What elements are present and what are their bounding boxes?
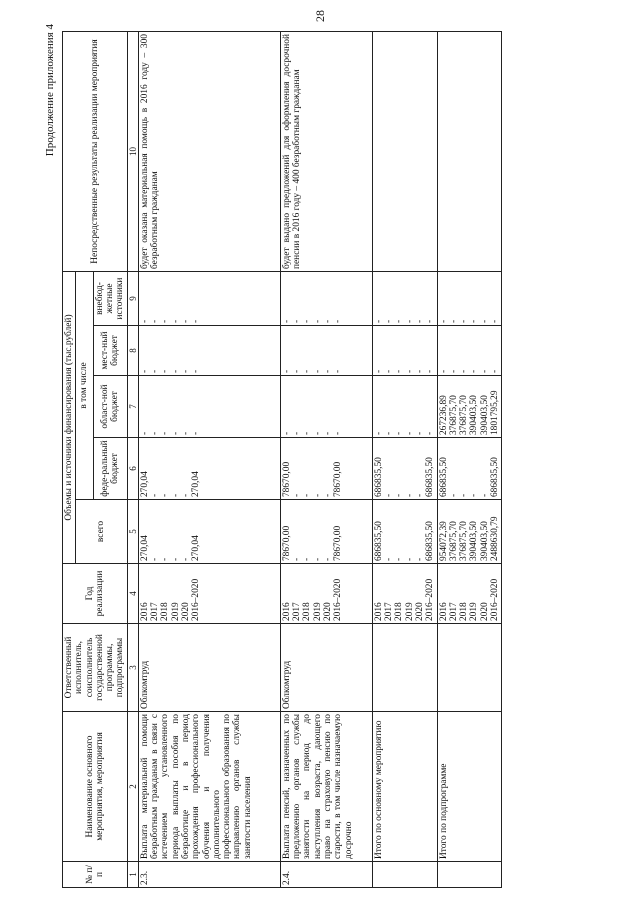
regional-list-value: - bbox=[373, 431, 384, 435]
extra-list-value: - bbox=[490, 319, 501, 323]
local-list-value: - bbox=[139, 369, 150, 373]
header-no: № п/п bbox=[63, 862, 128, 888]
year-list-value: 2016–2020 bbox=[333, 578, 344, 621]
expected-result bbox=[372, 32, 437, 272]
federal-list-value: - bbox=[160, 493, 171, 497]
local-list bbox=[280, 326, 372, 376]
extra-list-value: - bbox=[191, 319, 202, 323]
total-list-value: 390403,50 bbox=[479, 521, 490, 561]
header-regional: област-ной бюджет bbox=[93, 376, 127, 438]
column-numbers-row bbox=[127, 32, 138, 888]
table-row bbox=[138, 32, 280, 888]
federal-list-value: 78670,00 bbox=[281, 461, 292, 497]
extra-list-value: - bbox=[322, 319, 333, 323]
local-list-value: - bbox=[404, 369, 415, 373]
responsible-executor bbox=[437, 624, 502, 712]
local-list-value: - bbox=[292, 369, 303, 373]
financing-table bbox=[62, 31, 502, 888]
federal-list-value: - bbox=[394, 493, 405, 497]
local-list-value: - bbox=[394, 369, 405, 373]
federal-list bbox=[280, 438, 372, 500]
extra-list bbox=[437, 272, 502, 326]
local-list-value: - bbox=[150, 369, 161, 373]
local-list-value: - bbox=[459, 369, 470, 373]
row-number bbox=[437, 862, 502, 888]
local-list-value: - bbox=[191, 369, 202, 373]
total-list-value: - bbox=[384, 557, 395, 561]
extra-list-value: - bbox=[469, 319, 480, 323]
year-list-value: 2019 bbox=[312, 602, 323, 621]
federal-list-value: 686835,50 bbox=[438, 457, 449, 497]
federal-list-value: 270,04 bbox=[139, 471, 150, 497]
regional-list-value: 1801795,29 bbox=[490, 390, 501, 435]
responsible-executor: Облкомтруд bbox=[280, 624, 372, 712]
year-list-value: 2018 bbox=[394, 602, 405, 621]
total-list-value: - bbox=[302, 557, 313, 561]
local-list-value: - bbox=[170, 369, 181, 373]
regional-list bbox=[280, 376, 372, 438]
year-list-value: 2017 bbox=[448, 602, 459, 621]
year-list-value: 2016–2020 bbox=[191, 578, 202, 621]
regional-list-value: - bbox=[384, 431, 395, 435]
local-list-value: - bbox=[438, 369, 449, 373]
regional-list-value: 390403,50 bbox=[469, 395, 480, 435]
rotated-content bbox=[42, 18, 602, 888]
row-number: 2.4. bbox=[280, 862, 372, 888]
header-year: Год реализации bbox=[63, 564, 128, 624]
regional-list bbox=[437, 376, 502, 438]
local-list-value: - bbox=[425, 369, 436, 373]
year-list-value: 2016 bbox=[438, 602, 449, 621]
federal-list-value: - bbox=[479, 493, 490, 497]
local-list-value: - bbox=[373, 369, 384, 373]
expected-result: будет оказана материальная помощь в 2016 году – 300 безработным гражданам bbox=[138, 32, 280, 272]
federal-list-value: - bbox=[448, 493, 459, 497]
regional-list-value: 267236,89 bbox=[438, 395, 449, 435]
local-list bbox=[437, 326, 502, 376]
extra-list-value: - bbox=[333, 319, 344, 323]
year-list-value: 2016–2020 bbox=[425, 578, 436, 621]
local-list bbox=[138, 326, 280, 376]
extra-list-value: - bbox=[394, 319, 405, 323]
local-list-value: - bbox=[160, 369, 171, 373]
table-row bbox=[437, 32, 502, 888]
year-list-value: 2019 bbox=[404, 602, 415, 621]
year-list-value: 2018 bbox=[302, 602, 313, 621]
local-list-value: - bbox=[281, 369, 292, 373]
total-list-value: - bbox=[170, 557, 181, 561]
federal-list bbox=[372, 438, 437, 500]
extra-list-value: - bbox=[448, 319, 459, 323]
federal-list-value: - bbox=[469, 493, 480, 497]
year-list-value: 2020 bbox=[414, 602, 425, 621]
regional-list-value: - bbox=[394, 431, 405, 435]
federal-list-value: 686835,50 bbox=[490, 457, 501, 497]
responsible-executor: Облкомтруд bbox=[138, 624, 280, 712]
total-list bbox=[437, 500, 502, 564]
extra-list-value: - bbox=[404, 319, 415, 323]
regional-list-value: 390403,50 bbox=[479, 395, 490, 435]
header-incl: в том числе bbox=[76, 272, 94, 500]
measure-name: Выплата материальной помощи безработным гражданам в связи с истечением установленного периода выплаты пособия по безработице и в период прохождения профессионального обучения и получения дополнительного профессионального образования по направлению органов службы занятости населения bbox=[138, 712, 280, 862]
extra-list-value: - bbox=[302, 319, 313, 323]
year-list-value: 2018 bbox=[160, 602, 171, 621]
regional-list-value: - bbox=[404, 431, 415, 435]
total-list-value: - bbox=[404, 557, 415, 561]
regional-list-value: - bbox=[191, 431, 202, 435]
year-list-value: 2017 bbox=[150, 602, 161, 621]
regional-list-value: - bbox=[281, 431, 292, 435]
regional-list-value: - bbox=[333, 431, 344, 435]
federal-list-value: - bbox=[459, 493, 470, 497]
extra-list-value: - bbox=[292, 319, 303, 323]
federal-list-value: - bbox=[180, 493, 191, 497]
extra-list-value: - bbox=[180, 319, 191, 323]
regional-list-value: - bbox=[292, 431, 303, 435]
extra-list bbox=[138, 272, 280, 326]
header-total: всего bbox=[76, 500, 127, 564]
table-body bbox=[138, 32, 502, 888]
extra-list-value: - bbox=[438, 319, 449, 323]
federal-list-value: - bbox=[414, 493, 425, 497]
year-list-value: 2019 bbox=[170, 602, 181, 621]
total-list bbox=[372, 500, 437, 564]
regional-list-value: - bbox=[180, 431, 191, 435]
local-list-value: - bbox=[302, 369, 313, 373]
federal-list-value: 78670,00 bbox=[333, 461, 344, 497]
federal-list-value: 270,04 bbox=[191, 471, 202, 497]
local-list bbox=[372, 326, 437, 376]
regional-list bbox=[138, 376, 280, 438]
federal-list-value: 686835,50 bbox=[425, 457, 436, 497]
header-results: Непосредственные результаты реализации мероприятия bbox=[63, 32, 128, 272]
row-number bbox=[372, 862, 437, 888]
regional-list-value: - bbox=[302, 431, 313, 435]
header-federal: феде-ральный бюджет bbox=[93, 438, 127, 500]
column-number: 6 bbox=[127, 438, 138, 500]
year-list-value: 2016 bbox=[373, 602, 384, 621]
column-number: 9 bbox=[127, 272, 138, 326]
year-list-value: 2016 bbox=[281, 602, 292, 621]
year-list-value: 2017 bbox=[292, 602, 303, 621]
extra-list-value: - bbox=[373, 319, 384, 323]
federal-list-value: - bbox=[302, 493, 313, 497]
extra-list-value: - bbox=[312, 319, 323, 323]
expected-result bbox=[437, 32, 502, 272]
regional-list-value: - bbox=[322, 431, 333, 435]
measure-name: Итого по основному мероприятию bbox=[372, 712, 437, 862]
header-local: мест-ный бюджет bbox=[93, 326, 127, 376]
measure-name: Итого по подпрограмме bbox=[437, 712, 502, 862]
local-list-value: - bbox=[448, 369, 459, 373]
federal-list-value: - bbox=[404, 493, 415, 497]
total-list-value: - bbox=[150, 557, 161, 561]
total-list-value: 78670,00 bbox=[333, 525, 344, 561]
column-number: 8 bbox=[127, 326, 138, 376]
year-list-value: 2019 bbox=[469, 602, 480, 621]
appendix-caption: Продолжение приложения 4 bbox=[44, 24, 56, 157]
extra-list-value: - bbox=[139, 319, 150, 323]
total-list-value: 376875,70 bbox=[459, 521, 470, 561]
table-row bbox=[372, 32, 437, 888]
regional-list-value: - bbox=[150, 431, 161, 435]
year-list-value: 2020 bbox=[180, 602, 191, 621]
federal-list bbox=[138, 438, 280, 500]
table-header bbox=[63, 32, 139, 888]
responsible-executor bbox=[372, 624, 437, 712]
total-list-value: - bbox=[414, 557, 425, 561]
regional-list bbox=[372, 376, 437, 438]
year-list bbox=[280, 564, 372, 624]
total-list-value: - bbox=[180, 557, 191, 561]
extra-list bbox=[280, 272, 372, 326]
extra-list-value: - bbox=[384, 319, 395, 323]
local-list-value: - bbox=[322, 369, 333, 373]
year-list-value: 2020 bbox=[322, 602, 333, 621]
local-list-value: - bbox=[469, 369, 480, 373]
extra-list-value: - bbox=[414, 319, 425, 323]
header-responsible: Ответственный исполнитель, соисполнитель государственной программы, подпрограммы bbox=[63, 624, 128, 712]
extra-list-value: - bbox=[150, 319, 161, 323]
federal-list-value: - bbox=[292, 493, 303, 497]
extra-list-value: - bbox=[160, 319, 171, 323]
federal-list-value: - bbox=[312, 493, 323, 497]
total-list-value: - bbox=[160, 557, 171, 561]
total-list-value: 954072,39 bbox=[438, 521, 449, 561]
local-list-value: - bbox=[180, 369, 191, 373]
local-list-value: - bbox=[490, 369, 501, 373]
local-list-value: - bbox=[312, 369, 323, 373]
total-list-value: 78670,00 bbox=[281, 525, 292, 561]
total-list-value: 390403,50 bbox=[469, 521, 480, 561]
rotated-page bbox=[42, 18, 602, 888]
federal-list-value: 686835,50 bbox=[373, 457, 384, 497]
total-list-value: 270,04 bbox=[139, 535, 150, 561]
page-number: 28 bbox=[313, 10, 327, 22]
total-list-value: 376875,70 bbox=[448, 521, 459, 561]
total-list-value: - bbox=[312, 557, 323, 561]
total-list-value: - bbox=[394, 557, 405, 561]
total-list-value: 686835,50 bbox=[425, 521, 436, 561]
expected-result: будет выдано предложений для оформления досрочной пенсии в 2016 году – 400 безработным гражданам bbox=[280, 32, 372, 272]
total-list-value: 686835,50 bbox=[373, 521, 384, 561]
federal-list bbox=[437, 438, 502, 500]
column-number: 1 bbox=[127, 862, 138, 888]
local-list-value: - bbox=[479, 369, 490, 373]
local-list-value: - bbox=[414, 369, 425, 373]
header-funding: Объемы и источники финансирования (тыс.рублей) bbox=[63, 272, 76, 564]
regional-list-value: 376875,70 bbox=[448, 395, 459, 435]
local-list-value: - bbox=[384, 369, 395, 373]
total-list-value: 270,04 bbox=[191, 535, 202, 561]
year-list-value: 2016–2020 bbox=[490, 578, 501, 621]
total-list-value: - bbox=[292, 557, 303, 561]
federal-list-value: - bbox=[384, 493, 395, 497]
regional-list-value: - bbox=[160, 431, 171, 435]
year-list bbox=[437, 564, 502, 624]
local-list-value: - bbox=[333, 369, 344, 373]
column-number: 4 bbox=[127, 564, 138, 624]
year-list-value: 2017 bbox=[384, 602, 395, 621]
regional-list-value: - bbox=[414, 431, 425, 435]
extra-list bbox=[372, 272, 437, 326]
year-list-value: 2020 bbox=[479, 602, 490, 621]
extra-list-value: - bbox=[425, 319, 436, 323]
total-list bbox=[280, 500, 372, 564]
regional-list-value: - bbox=[170, 431, 181, 435]
extra-list-value: - bbox=[281, 319, 292, 323]
total-list-value: - bbox=[322, 557, 333, 561]
extra-list-value: - bbox=[479, 319, 490, 323]
year-list-value: 2016 bbox=[139, 602, 150, 621]
regional-list-value: - bbox=[312, 431, 323, 435]
row-number: 2.3. bbox=[138, 862, 280, 888]
total-list-value: 2488630,79 bbox=[490, 516, 501, 561]
regional-list-value: - bbox=[425, 431, 436, 435]
measure-name: Выплата пенсий, назначенных по предложению органов службы занятости на период до наступления возраста, дающего право на страховую пенсию по старости, в том числе назначаемую досрочно bbox=[280, 712, 372, 862]
header-name: Наименование основного мероприятия, мероприятия bbox=[63, 712, 128, 862]
federal-list-value: - bbox=[322, 493, 333, 497]
header-extra: внебюд-жетные источники bbox=[93, 272, 127, 326]
column-number: 7 bbox=[127, 376, 138, 438]
extra-list-value: - bbox=[459, 319, 470, 323]
column-number: 2 bbox=[127, 712, 138, 862]
year-list bbox=[372, 564, 437, 624]
total-list bbox=[138, 500, 280, 564]
regional-list-value: 376875,70 bbox=[459, 395, 470, 435]
extra-list-value: - bbox=[170, 319, 181, 323]
column-number: 10 bbox=[127, 32, 138, 272]
federal-list-value: - bbox=[170, 493, 181, 497]
regional-list-value: - bbox=[139, 431, 150, 435]
year-list bbox=[138, 564, 280, 624]
column-number: 3 bbox=[127, 624, 138, 712]
federal-list-value: - bbox=[150, 493, 161, 497]
year-list-value: 2018 bbox=[459, 602, 470, 621]
table-row bbox=[280, 32, 372, 888]
column-number: 5 bbox=[127, 500, 138, 564]
